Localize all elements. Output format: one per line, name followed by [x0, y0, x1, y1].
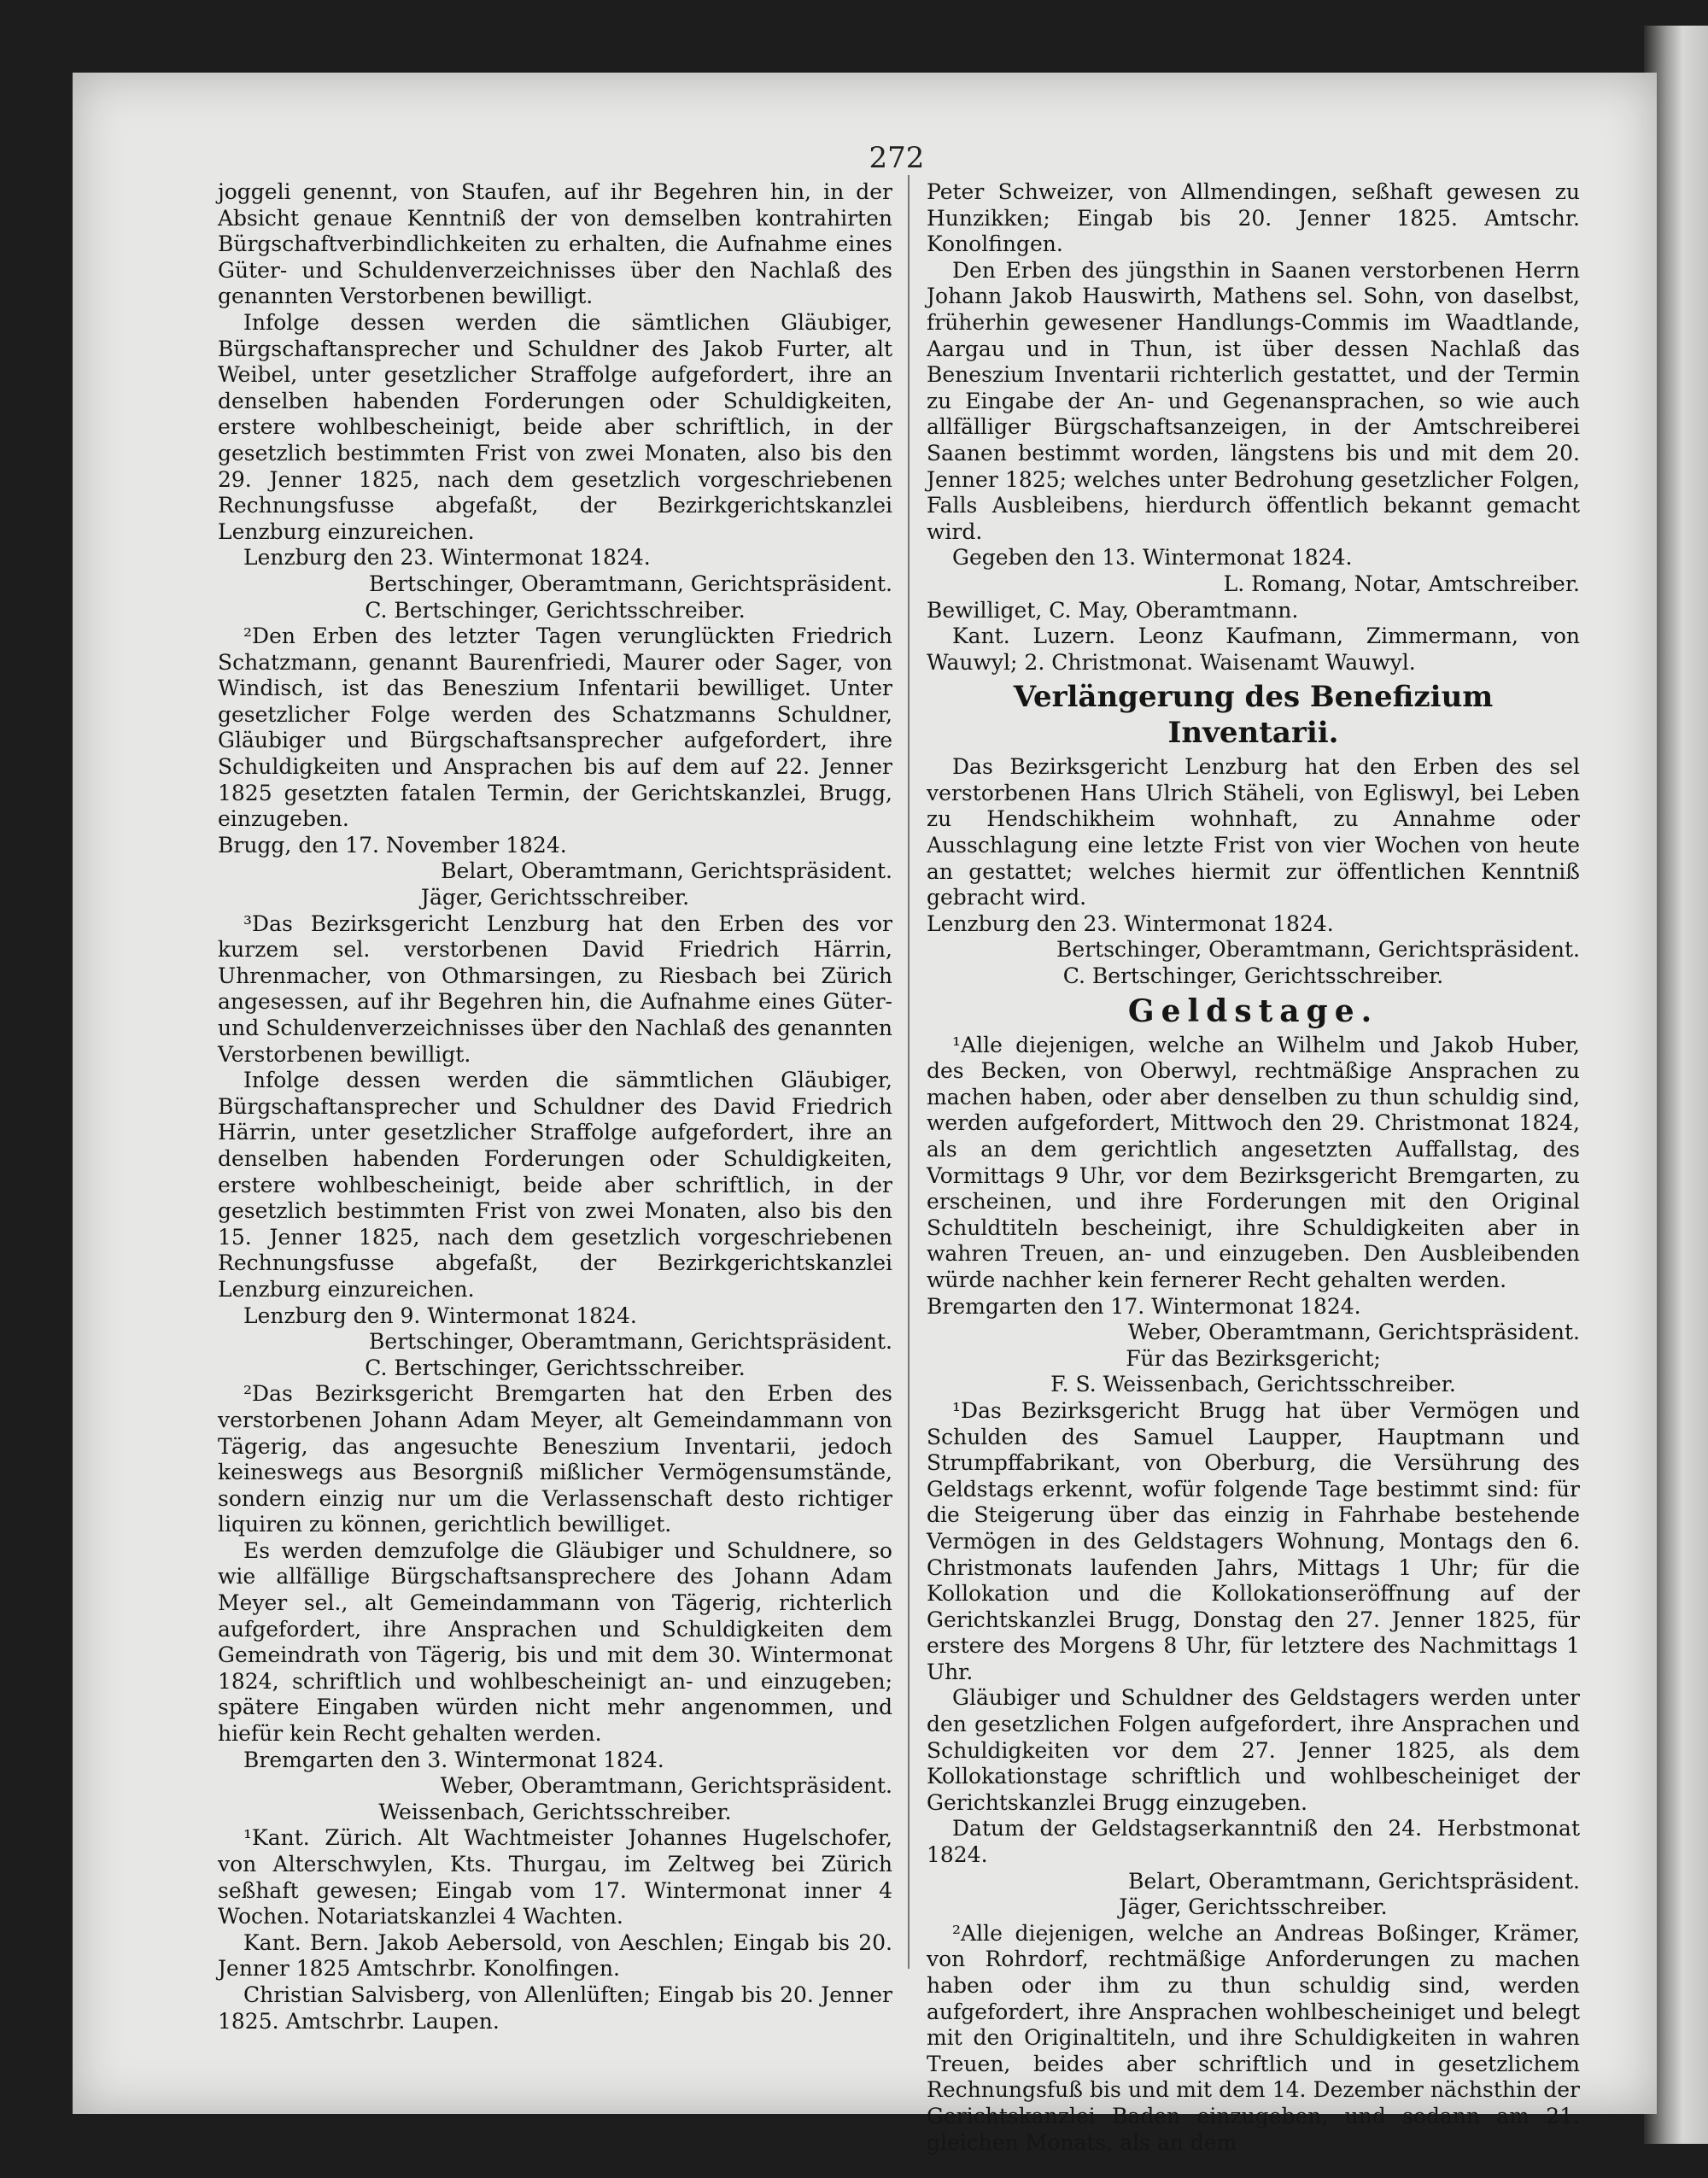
signature-line: C. Bertschinger, Gerichtsschreiber.	[1062, 963, 1444, 989]
notice-paragraph: Lenzburg den 23. Wintermonat 1824.	[927, 910, 1334, 936]
notice-paragraph: Kant. Bern. Jakob Aebersold, von Aeschlen; Eingab bis 20. Jenner 1825 Amtschrbr. Konolfingen.	[218, 1929, 892, 1982]
column-divider	[908, 175, 910, 1969]
notice-paragraph: Bewilliget, C. May, Oberamtmann.	[927, 597, 1299, 623]
notice-paragraph: ¹Kant. Zürich. Alt Wachtmeister Johannes Hugelschofer, von Alterschwylen, Kts. Thurgau, im Zeltweg bei Zürich seßhaft gewesen; Eingab vom 17. Wintermonat inner 4 Wochen. Notariatskanzlei 4 Wachten.	[218, 1825, 892, 1929]
notice-paragraph: Bremgarten den 17. Wintermonat 1824.	[927, 1293, 1361, 1319]
notice-paragraph: Infolge dessen werden die sämmtlichen Gläubiger, Bürgschaftansprecher und Schuldner des David Friedrich Härrin, unter gesetzlicher Straffolge aufgefordert, ihre an denselben habenden Forderungen oder Schuldigkeiten, erstere wohlbescheinigt, beide aber schriftlich, in der gesetzlich bestimmten Frist von zwei Monaten, also bis den 15. Jenner 1825, nach dem gesetzlich vorgeschriebenen Rechnungsfusse abgefaßt, der Bezirkgerichtskanzlei Lenzburg einzureichen.	[218, 1068, 892, 1302]
signature-line: Belart, Oberamtmann, Gerichtspräsident.	[441, 858, 892, 884]
notice-paragraph: ¹Das Bezirksgericht Brugg hat über Vermögen und Schulden des Samuel Laupper, Hauptmann und Strumpffabrikant, von Oberburg, die Versührung des Geldstags erkennt, wofür folgende Tage bestimmt sind: für die Steigerung über das einzig in Fahrhabe bestehende Vermögen in des Geldstagers Wohnung, Montags den 6. Christmonats laufenden Jahrs, Mittags 1 Uhr; für die Kollokation und die Kollokationseröffnung auf der Gerichtskanzlei Brugg, Donstag den 27. Jenner 1825, für erstere des Morgens 8 Uhr, für letztere des Nachmittags 1 Uhr.	[927, 1397, 1580, 1684]
signature-line: Bertschinger, Oberamtmann, Gerichtspräsident.	[369, 1329, 892, 1355]
notice-paragraph: Lenzburg den 23. Wintermonat 1824.	[243, 545, 651, 571]
notice-paragraph: Lenzburg den 9. Wintermonat 1824.	[243, 1303, 637, 1328]
notice-paragraph: Brugg, den 17. November 1824.	[218, 832, 567, 858]
notice-paragraph: ³Das Bezirksgericht Lenzburg hat den Erben des vor kurzem sel. verstorbenen David Friedrich Härrin, Uhrenmacher, von Othmarsingen, zu Riesbach bei Zürich angesessen, auf ihr Begehren hin, die Aufnahme eines Güter- und Schuldenverzeichnisses über den Nachlaß des genannten Verstorbenen bewilligt.	[218, 910, 892, 1067]
notice-paragraph: ¹Alle diejenigen, welche an Wilhelm und Jakob Huber, des Becken, von Oberwyl, rechtmäßige Ansprachen zu machen haben, oder aber denselben zu thun schuldig sind, werden aufgefordert, Mittwoch den 29. Christmonat 1824, als an dem gerichtlich angesetzten Auffallstag, des Vormittags 9 Uhr, vor dem Bezirksgericht Bremgarten, zu erscheinen, und ihre Forderungen mit den Original Schuldtiteln bescheinigt, ihre Schuldigkeiten aber in wahren Treuen, an- und einzugeben. Den Ausbleibenden würde nachher kein fernerer Recht gehalten werden.	[927, 1032, 1580, 1292]
signature-line: Jäger, Gerichtsschreiber.	[1119, 1894, 1388, 1920]
signature-line: Weber, Oberamtmann, Gerichtspräsident.	[440, 1773, 892, 1799]
notice-paragraph: Gegeben den 13. Wintermonat 1824.	[952, 545, 1353, 571]
signature-line: C. Bertschinger, Gerichtsschreiber.	[365, 1355, 746, 1380]
notice-paragraph: Datum der Geldstagserkanntniß den 24. Herbstmonat 1824.	[927, 1816, 1580, 1868]
signature-line: F. S. Weissenbach, Gerichtsschreiber.	[1050, 1372, 1456, 1397]
signature-line: Bertschinger, Oberamtmann, Gerichtspräsident.	[1056, 937, 1580, 963]
page-number: 272	[869, 141, 925, 175]
section-heading: Verlängerung des Benefizium Inventarii.	[1013, 680, 1494, 751]
signature-line: Jäger, Gerichtsschreiber.	[420, 885, 690, 910]
notice-paragraph: Es werden demzufolge die Gläubiger und Schuldnere, so wie allfällige Bürgschaftsansprechere des Johann Adam Meyer sel., alt Gemeindammann von Tägerig, richterlich aufgefordert, ihre Ansprachen und Schuldigkeiten dem Gemeindrath von Tägerig, bis und mit dem 30. Wintermonat 1824, schriftlich und wohlbescheinigt an- und einzugeben; spätere Eingaben würden nicht mehr angenommen, und hiefür kein Recht gehalten werden.	[218, 1537, 892, 1747]
signature-line: Belart, Oberamtmann, Gerichtspräsident.	[1128, 1868, 1580, 1894]
section-heading: Geldstage.	[1127, 992, 1379, 1029]
notice-paragraph: ²Den Erben des letzter Tagen verunglückten Friedrich Schatzmann, genannt Baurenfriedi, Maurer oder Sager, von Windisch, ist das Beneszium Infentarii bewilliget. Unter gesetzlicher Folge werden des Schatzmanns Schuldner, Gläubiger und Bürgschaftsansprecher aufgefordert, ihre Schuldigkeiten und Ansprachen bis auf dem auf 22. Jenner 1825 gesetzten fatalen Termin, der Gerichtskanzlei, Brugg, einzugeben.	[218, 624, 892, 832]
signature-line: L. Romang, Notar, Amtschreiber.	[1223, 571, 1580, 596]
notice-paragraph: Gläubiger und Schuldner des Geldstagers werden unter den gesetzlichen Folgen aufgefordert, ihre Ansprachen und Schuldigkeiten vor dem 27. Jenner 1825, als dem Kollokationstage schriftlich und wohlbescheiniget der Gerichtskanzlei Brugg einzugeben.	[927, 1685, 1580, 1815]
notice-paragraph: Infolge dessen werden die sämtlichen Gläubiger, Bürgschaftansprecher und Schuldner des Jakob Furter, alt Weibel, unter gesetzlicher Straffolge aufgefordert, ihre an denselben habenden Forderungen oder Schuldigkeiten, erstere wohlbescheinigt, beide aber schriftlich, in der gesetzlich bestimmten Frist von zwei Monaten, also bis den 29. Jenner 1825, nach dem gesetzlich vorgeschriebenen Rechnungsfusse abgefaßt, der Bezirkgerichtskanzlei Lenzburg einzureichen.	[218, 309, 892, 544]
right-column	[927, 179, 1580, 2156]
notice-paragraph: Peter Schweizer, von Allmendingen, seßhaft gewesen zu Hunzikken; Eingab bis 20. Jenner 1825. Amtschr. Konolfingen.	[927, 179, 1580, 257]
notice-paragraph: Den Erben des jüngsthin in Saanen verstorbenen Herrn Johann Jakob Hauswirth, Mathens sel. Sohn, von daselbst, früherhin gewesener Handlungs-Commis im Waadtlande, Aargau und in Thun, ist über dessen Nachlaß das Beneszium Inventarii richterlich gestattet, und der Termin zu Eingabe der An- und Gegenansprachen, so wie auch allfälliger Bürgschaftsanzeigen, in der Amtschreiberei Saanen bestimmt worden, längstens bis und mit dem 20. Jenner 1825; welches unter Bedrohung gesetzlicher Folgen, Falls Ausbleibens, hierdurch öffentlich bekannt gemacht wird.	[927, 257, 1580, 544]
notice-paragraph: Bremgarten den 3. Wintermonat 1824.	[243, 1747, 664, 1772]
signature-line: Bertschinger, Oberamtmann, Gerichtspräsident.	[369, 571, 892, 596]
notice-paragraph: Kant. Luzern. Leonz Kaufmann, Zimmermann, von Wauwyl; 2. Christmonat. Waisenamt Wauwyl.	[927, 624, 1580, 675]
notice-paragraph: Das Bezirksgericht Lenzburg hat den Erben des sel verstorbenen Hans Ulrich Stäheli, von Egliswyl, bei Leben zu Hendschikheim wohnhaft, zu Annahme oder Ausschlagung eine letzte Frist von vier Wochen von heute an gestattet; welches hiermit zur öffentlichen Kenntniß gebracht wird.	[927, 754, 1580, 910]
signature-line: Für das Bezirksgericht;	[1126, 1345, 1381, 1371]
notice-paragraph: joggeli genennt, von Staufen, auf ihr Begehren hin, in der Absicht genaue Kenntniß der von demselben kontrahirten Bürgschaftverbindlichkeiten zu erhalten, die Aufnahme eines Güter- und Schuldenverzeichnisses über den Nachlaß des genannten Verstorbenen bewilligt.	[218, 179, 892, 309]
left-column	[218, 179, 892, 2035]
notice-paragraph: Christian Salvisberg, von Allenlüften; Eingab bis 20. Jenner 1825. Amtschrbr. Laupen.	[218, 1982, 892, 2034]
notice-paragraph: ²Das Bezirksgericht Bremgarten hat den Erben des verstorbenen Johann Adam Meyer, alt Gemeindammann von Tägerig, das angesuchte Beneszium Inventarii, jedoch keineswegs aus Besorgniß mißlicher Vermögensumstände, sondern einzig nur um die Verlassenschaft desto richtiger liquiren zu können, gerichtlich bewilliget.	[218, 1381, 892, 1537]
signature-line: C. Bertschinger, Gerichtsschreiber.	[365, 597, 746, 623]
signature-line: Weissenbach, Gerichtsschreiber.	[378, 1799, 732, 1824]
signature-line: Weber, Oberamtmann, Gerichtspräsident.	[1127, 1320, 1580, 1345]
notice-paragraph: ²Alle diejenigen, welche an Andreas Boßinger, Krämer, von Rohrdorf, rechtmäßige Anforderungen zu machen haben oder ihm zu thun schuldig sind, werden aufgefordert, ihre Ansprachen wohlbescheiniget und belegt mit den Originaltiteln, und ihre Schuldigkeiten in wahren Treuen, beides aber schriftlich und in gesetzlichem Rechnungsfuß bis und mit dem 14. Dezember nächsthin der Gerichtskanzlei Baden einzugeben, und sodann am 21. gleichen Monats, als an dem	[927, 1920, 1580, 2155]
